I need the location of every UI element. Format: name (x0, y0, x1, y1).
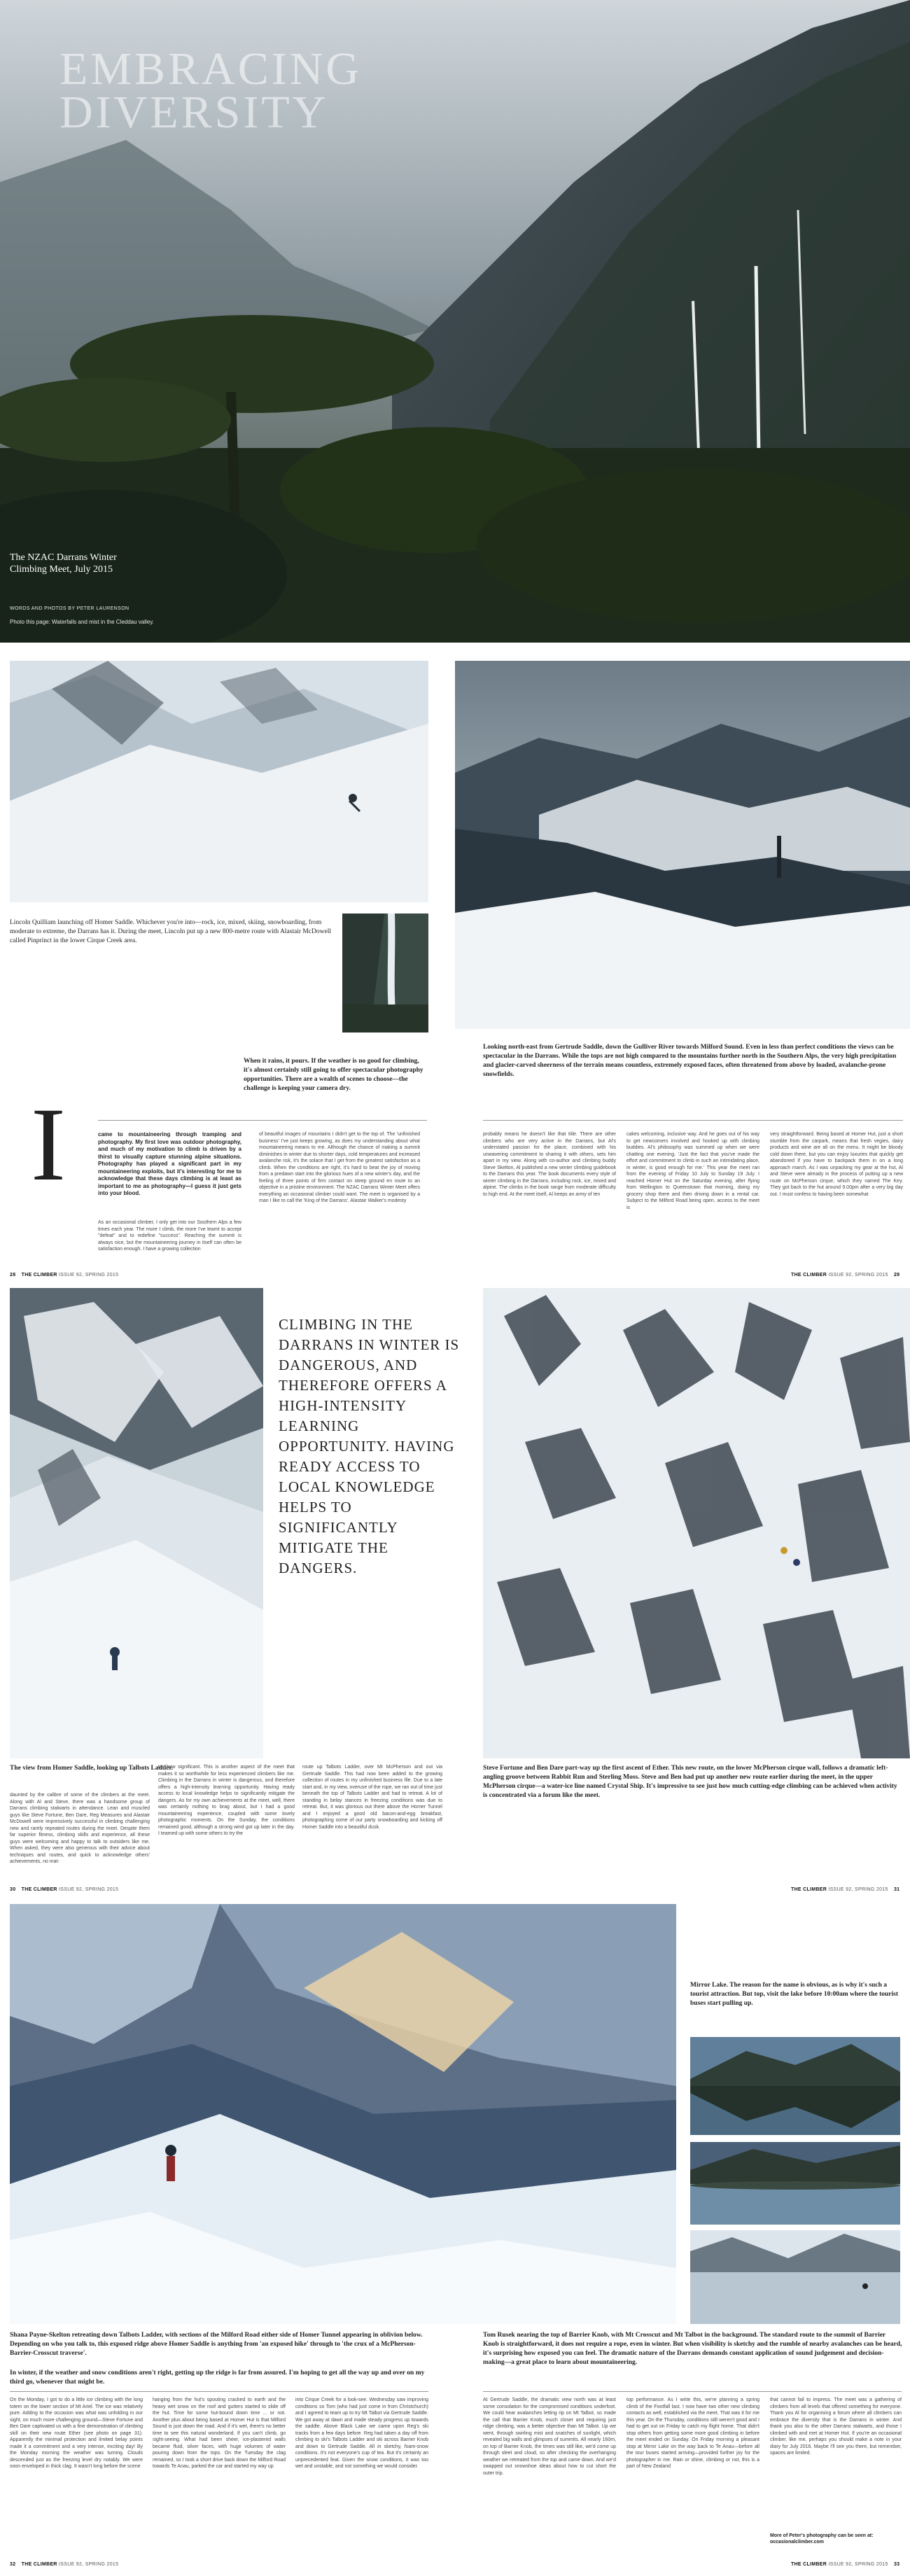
body-col-5: very straightforward. Being based at Homer Hut, just a short stumble from the carpark, means that fresh vegies, dairy products and wine are all on the menu. It might be bloody cold down there, but you can enjoy luxuries that quickly get abandoned if you have to backpack them in on a long approach march. As I was unpacking my gear at the hut, Al and Steve were already in the process of putting up a new route on McPherson cirque, which they named The Key. They got back to the hut around 9.00pm after a very big day out. I must confess to having been somewhat (770, 1132, 903, 1197)
pullquote-darrans: CLIMBING IN THE DARRANS IN WINTER IS DANGEROUS, AND THEREFORE OFFERS A HIGH-INTENSITY LEARNING OPPORTUNITY. HAVING READY ACCESS TO LOCAL KNOWLEDGE HELPS TO SIGNIFICANTLY MITIGATE THE DANGERS. (279, 1316, 460, 1576)
folio-issue: ISSUE 92, SPRING 2015 (59, 1887, 119, 1892)
rule-bottom-right (483, 2391, 902, 2392)
photo-waterfall-inset (342, 913, 428, 1032)
body-col-2: of beautiful images of mountains I didn't get to the top of. The 'unfinished business' I've just keeps growing, as does my understanding about what mountaineering means to me. Although the chance of making a summit diminishes in winter due to shorter days, cold temperatures and increased avalanche risk, it's the solace that I get from the greatest satisfaction as a climb. When the conditions are right, it's hard to beat the joy of moving from a predawn start into the glorious hues of a new winter's day, and the feeling of three points of firm contact on steep ground en route to an objective in a pristine environment. The NZAC Darrans Winter Meet offers everything an occasional climber could want. The meet is organised by a man I like to call the 'King of the Darrans'. Alastair Walker's modesty (259, 1132, 420, 1203)
photo-talbots-ladder (10, 1288, 263, 1758)
caption-talbots-ladder: The view from Homer Saddle, looking up Talbots Ladder. (10, 1765, 174, 1772)
folio-mag: THE CLIMBER (791, 1887, 827, 1892)
body-col-1: As an occasional climber, I only get into our Southern Alps a few times each year. The more I climb, the more I've learnt to accept "defeat" and to redefine "success". Reaching the summit is always nice, but the mountaineering journey in itself can often be satisfaction enough. I have a growing collection (98, 1220, 241, 1252)
body-s4-col-1: On the Monday, I got to do a little ice climbing with the long totem on the lower section of Mt Ariel. The ice was relatively pure. Adding to the occasion was what was unfolding in our sight, on much more challenging ground—Steve Fortune and Ben Dare captivated us with a fine demonstration of climbing skill on their new route Ether (see photo on page 31). Apparently the minimal protection and limited belay points made it a commitment and a very intense, exciting day! By the Monday morning the weather was turning. Clouds descended just as the freezing level dry notably. We were soon enveloped in thick clag. It wasn't long before the scene (10, 2398, 143, 2469)
body-s3-col-3: route up Talbots Ladder, over Mt McPherson and out via Gertrude Saddle. This had now been added to the growing collection of routes in my unfinished business file. Due to a late start and, in my view, overuse of the rope, we ran out of time just beneath the top of Talbots Ladder and had to retreat. A lot of standing in belay stances in freezing conditions was due to retreat. But, it was glorious out there above the Homer Tunnel and I enjoyed a good old bacon-and-egg breakfast, photographing some of our party snowboarding and kicking off Homer Saddle into a beautiful dusk. (302, 1765, 442, 1830)
body-s4-col-5: top performance. As I write this, we're planning a spring climb of the Footfall last. I now have two other new climbing contacts as well, established via the meet. That was it for me this year. On the Thursday, conditions still weren't good and I had to get out on Friday to catch my flight home. That didn't stop others from getting some more good climbing in before the meet ended on Sunday. On Friday morning a pleasant stop at Mirror Lake on the way back to Te Anau—before all the tour buses started arriving—provided further joy for the photographer in me. Rain or shine, climbing or not, this is a part of New Zealand (626, 2398, 760, 2469)
folio-issue: ISSUE 92, SPRING 2015 (59, 1273, 119, 1278)
caption-ether: Steve Fortune and Ben Dare part-way up the first ascent of Ether. This new route, on the lower McPherson cirque wall, follows a dramatic left-angling groove between Rabbit Run and Sterling Moss. Steve and Ben had put up another new route earlier during the meet, in the upper McPherson cirque—a water-ice line named Crystal Ship. It's impressive to see just how much cutting-edge climbing can be achieved when activity is concentrated via a forum like the meet. (483, 1765, 897, 1799)
body-s4-col-6: that cannot fail to impress. The meet was a gathering of climbers from all levels that offered something for everyone. Thank you Al for organising a forum where all climbers can embrace the diversity that is the Darrans in winter. And thank you also to the other Darrans stalwarts, and those I climbed with and met at Homer Hut. If you're an occasional climber, like me, perhaps you should make a note in your diary for July 2016. Maybe I'll see you there, but remember, spaces are limited. (770, 2398, 902, 2456)
body-col-3: probably means he doesn't like that title. There are other climbers who are very active in the Darrans, but Al's understated passion for the place, combined with his unwavering commitment to sharing it with others, sets him apart in my view. Along with co-author and climbing buddy Steve Skelton, Al published a new winter climbing guidebook to the Darrans this year. The book documents every style of winter climbing in the Darrans, including rock, ice, mixed and alpine. The climbs in the book range from moderate difficulty to high end. At the meet itself, Al keeps an army of ten (483, 1132, 616, 1197)
folio-issue: ISSUE 92, SPRING 2015 (59, 2562, 119, 2567)
body-s4-col-2: hanging from the hut's spouting cracked to earth and the heavy wet snow on the roof and gutters started to slide off the hut. Time for some hut-bound down time ... or not. Another plus about being based at Homer Hut is that Milford Sound is just down the road. And if it's wet, there's no better time to see this natural wonderland. If you can't climb, go sight-seeing. What had been sheer, ice-plastered walls became fluid, silver faces, with huge volumes of water pouring down from the tops. On the Tuesday the clag remained, so I took a short drive back down the Milford Road towards Te Anau, parked the car and started my way up (153, 2398, 286, 2469)
folio-page: 33 (893, 2562, 900, 2567)
body-s3-col-2: ter how significant. This is another aspect of the meet that makes it so worthwhile for less experienced climbers like me. Climbing in the Darrans in winter is dangerous, and therefore offers a high-intensity learning opportunity. Having ready access to local knowledge helps to significantly mitigate the dangers. As for my own achievements at the meet, well, there was certainly nothing to brag about, but I had a good mountaineering experience, coupled with some lovely photographic moments. On the Sunday, the conditions remained good, although a strong wind got up later in the day. I teamed up with some others to try the (158, 1765, 295, 1836)
caption-tom-rusek: Tom Rusek nearing the top of Barrier Knob, with Mt Crosscut and Mt Talbot in the background. The standard route to the summit of Barrier Knob is straightforward, it does not require a rope, even in winter. But when visibility is sketchy and the rumble of nearby avalanches can be heard, it's surprising how exposed you can feel. The dramatic nature of the Darrans demands constant application of sound judgement and decision-making—a great place to learn about mountaineering. (483, 2332, 902, 2366)
folio-page: 29 (893, 1273, 900, 1278)
folio-mag: THE CLIMBER (21, 1273, 57, 1278)
folio-page: 31 (893, 1887, 900, 1892)
article-title: EMBRACING DIVERSITY (59, 43, 363, 138)
caption-homer-saddle: Lincoln Quilliam launching off Homer Saddle. Whichever you're into—rock, ice, mixed, skiing, snowboarding, from moderate to extreme, the Darrans has it. During the meet, Lincoln put up a new 800-metre route with Alastair McDowell called Pinprinct in the lower Cirque Creek area. (10, 919, 332, 944)
photo-homer-saddle-snowboard (10, 661, 428, 902)
folio-page: 30 (10, 1887, 16, 1892)
folio-33 (791, 2562, 899, 2567)
folio-31 (791, 1887, 899, 1892)
body-col-4: cakes welcoming, inclusive way. And he goes out of his way to get newcomers involved and hooked up with climbing buddies. Al's philosophy was summed up when we were chatting one evening. 'Just the fact that you've made the effort and commitment to climb in such an intimidating place, in winter, is good enough for me.' This year the meet ran from the evening of Friday 10 July to Sunday 19 July. I reached Homer Hut on the Saturday evening, after flying from Wellington to Queenstown that morning, doing my grocery shop there and then driving down in a rental car. Subject to the Milford Road being open, access to the meet is (626, 1132, 760, 1210)
photo-ether-ascent (483, 1288, 910, 1758)
rule-bottom-left (10, 2391, 428, 2392)
intro-third-go: In winter, if the weather and snow conditions aren't right, getting up the ridge is far from assured. I'm hoping to get all the way up and over on my third go, whenever that might be. (10, 2370, 425, 2386)
drop-cap: I (31, 1086, 66, 1203)
caption-gertrude-saddle: Looking north-east from Gertrude Saddle, down the Gulliver River towards Milford Sound. Even in less than perfect conditions the views can be spectacular in the Darrans. While the tops are not high compared to the mountains further north in the Southern Alps, the very high precipitation and glacier-carved sheerness of the terrain means countless, extremely exposed faces, often threatened from above by loaded, avalanche-prone snowfields. (483, 1044, 897, 1078)
caption-talbots-retreat: Shana Payne-Skelton retreating down Talbots Ladder, with sections of the Milford Road either side of Homer Tunnel appearing in oblivion below. Depending on who you talk to, this exposed ridge above Homer Saddle is anything from 'an exposed hike' through to 'the crux of a McPherson-Barrier-Crosscut traverse'. (10, 2332, 423, 2357)
lead-paragraph: came to mountaineering through tramping and photography. My first love was outdoor photography, and much of my motivation to climb is driven by a thirst to visually capture stunning alpine situations. Photography has played a significant part in my mountaineering exploits, but it's interesting for me to acknowledge that these days climbing is at least as important to me as photography—I guess it just gets into your blood. (98, 1131, 241, 1196)
folio-29 (791, 1273, 899, 1278)
folio-issue: ISSUE 92, SPRING 2015 (828, 1273, 888, 1278)
folio-mag: THE CLIMBER (21, 1887, 57, 1892)
folio-28 (10, 1273, 118, 1278)
folio-issue: ISSUE 92, SPRING 2015 (828, 1887, 888, 1892)
byline: WORDS AND PHOTOS BY PETER LAURENSON (10, 606, 130, 611)
folio-page: 32 (10, 2562, 16, 2567)
pullquote-rain: When it rains, it pours. If the weather is no good for climbing, it's almost certainly still going to offer spectacular photography opportunities. There are a wealth of scenes to choose—the challenge is keeping your camera dry. (244, 1058, 424, 1092)
hero-photo-caption: Photo this page: Waterfalls and mist in the Cleddau valley. (10, 619, 154, 625)
body-s4-col-3: into Cirque Creek for a look-see. Wednesday saw improving conditions so Tom (who had just come in from Christchurch) and I agreed to team up to try Mt Talbot via Gertrude Saddle. We got away at dawn and made steady progress up towards the saddle. Above Black Lake we came upon Reg's ski tracks from a few days before. Reg had taken a day off from climbing to ski's Talbots Ladder and ski across Barrier Knob and down to Gertrude Saddle. All in sketchy, foam-snow conditions. It's not everyone's cup of tea. But it's certainly an unprecedented feat. Given the snow conditions, it was too wet and unstable, and not something we would consider. (295, 2398, 428, 2469)
folio-mag: THE CLIMBER (791, 1273, 827, 1278)
photographer-credit: More of Peter's photography can be seen at: occasionalclimber.com (770, 2533, 874, 2544)
rule-top-right (483, 1120, 903, 1121)
photo-mirror-lake-1 (690, 2037, 900, 2135)
body-s3-col-1: daunted by the calibre of some of the climbers at the meet. Along with Al and Steve, there was a handsome group of Darrans climbing stalwarts in attendance. Lean and muscled guys like Steve Fortune, Ben Dare, Reg Measures and Alastair McDowell were impressively successful in climbing challenging new and rarely repeated routes during the meet. Despite them far superior fitness, climbing skills and experience, all these guys were welcoming and happy to talk to outsiders like me. When asked, they were also generous with their advice about techniques and routes, and quick to acknowledge others' achievements, no mat- (10, 1793, 150, 1864)
folio-mag: THE CLIMBER (791, 2562, 827, 2567)
folio-page: 28 (10, 1273, 16, 1278)
photo-mirror-lake-2 (690, 2142, 900, 2225)
body-s4-col-4: At Gertrude Saddle, the dramatic view north was at least some consolation for the compromised conditions underfoot. We could hear avalanches letting rip on Mt Talbot, so made the call that Barrier Knob, much closer and requiring just ridge climbing, was a better objective than Mt Talbot. Up we went, through swirling mist and snatches of sunlight, which revealed big walls and glimpses of summits. All nearly 160m, on top of Barrier Knob, the times was still like, we'd come up through sleet and cloud, so after checking the overhanging weather we retreated from the top and came down. And we'd swapped out snowshoe ideas about how to cut short the outer trip. (483, 2398, 616, 2476)
folio-issue: ISSUE 92, SPRING 2015 (828, 2562, 888, 2567)
folio-32 (10, 2562, 118, 2567)
folio-mag: THE CLIMBER (21, 2562, 57, 2567)
photo-mirror-lake-3 (690, 2230, 900, 2324)
article-subtitle: The NZAC Darrans Winter Climbing Meet, July 2015 (10, 552, 117, 575)
caption-mirror-lake: Mirror Lake. The reason for the name is obvious, as is why it's such a tourist attraction. But top, visit the lake before 10:00am where the tourist buses start pulling up. (690, 1982, 899, 2007)
photo-gertrude-saddle-view (455, 661, 910, 1029)
folio-30 (10, 1887, 118, 1892)
photo-barrier-knob (10, 1904, 676, 2324)
rule-top-left (98, 1120, 427, 1121)
